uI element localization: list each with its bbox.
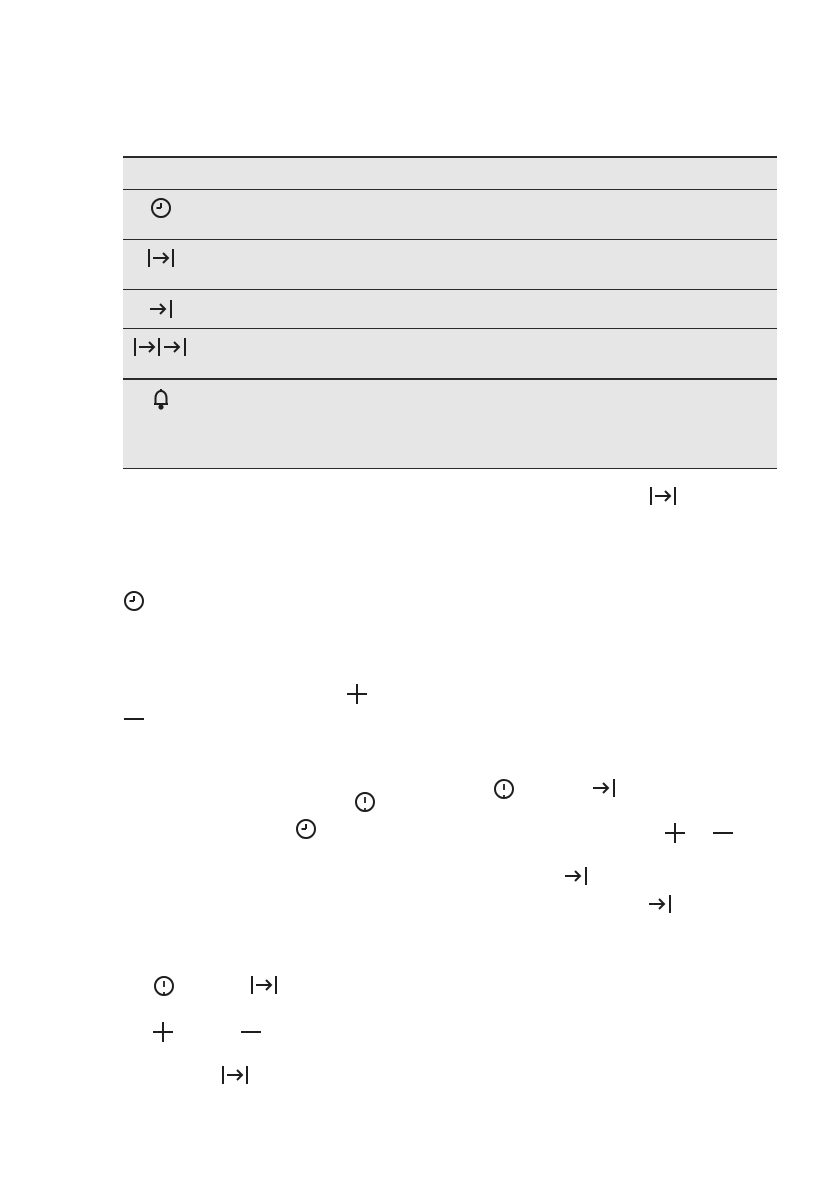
clock-functions-table — [123, 156, 777, 469]
duration-icon — [250, 975, 278, 995]
plus-icon — [664, 822, 686, 844]
table-row — [123, 240, 777, 289]
table-bottom-rule — [123, 468, 777, 469]
duration-icon — [649, 486, 677, 506]
table-row — [123, 190, 777, 239]
table-row — [123, 290, 777, 328]
clock-icon — [123, 590, 145, 612]
minus-icon — [123, 716, 145, 722]
bell-icon — [151, 388, 171, 410]
clock-setting-icon — [354, 791, 376, 813]
clock-setting-icon — [493, 778, 515, 800]
table-row — [123, 380, 777, 468]
table-row — [123, 329, 777, 378]
minus-icon — [240, 1029, 262, 1035]
duration-icon — [221, 1065, 249, 1085]
plus-icon — [152, 1021, 174, 1043]
clock-setting-icon — [153, 975, 175, 997]
clock-icon — [295, 818, 317, 840]
end-icon — [647, 894, 673, 914]
end-icon — [591, 778, 617, 798]
clock-icon — [150, 197, 172, 219]
end-icon — [148, 299, 174, 319]
end-icon — [563, 866, 589, 886]
plus-icon — [346, 683, 368, 705]
duration-icon — [147, 248, 175, 268]
table-header-row — [123, 158, 777, 189]
minus-icon — [712, 830, 734, 836]
time-delay-icon — [133, 337, 189, 357]
